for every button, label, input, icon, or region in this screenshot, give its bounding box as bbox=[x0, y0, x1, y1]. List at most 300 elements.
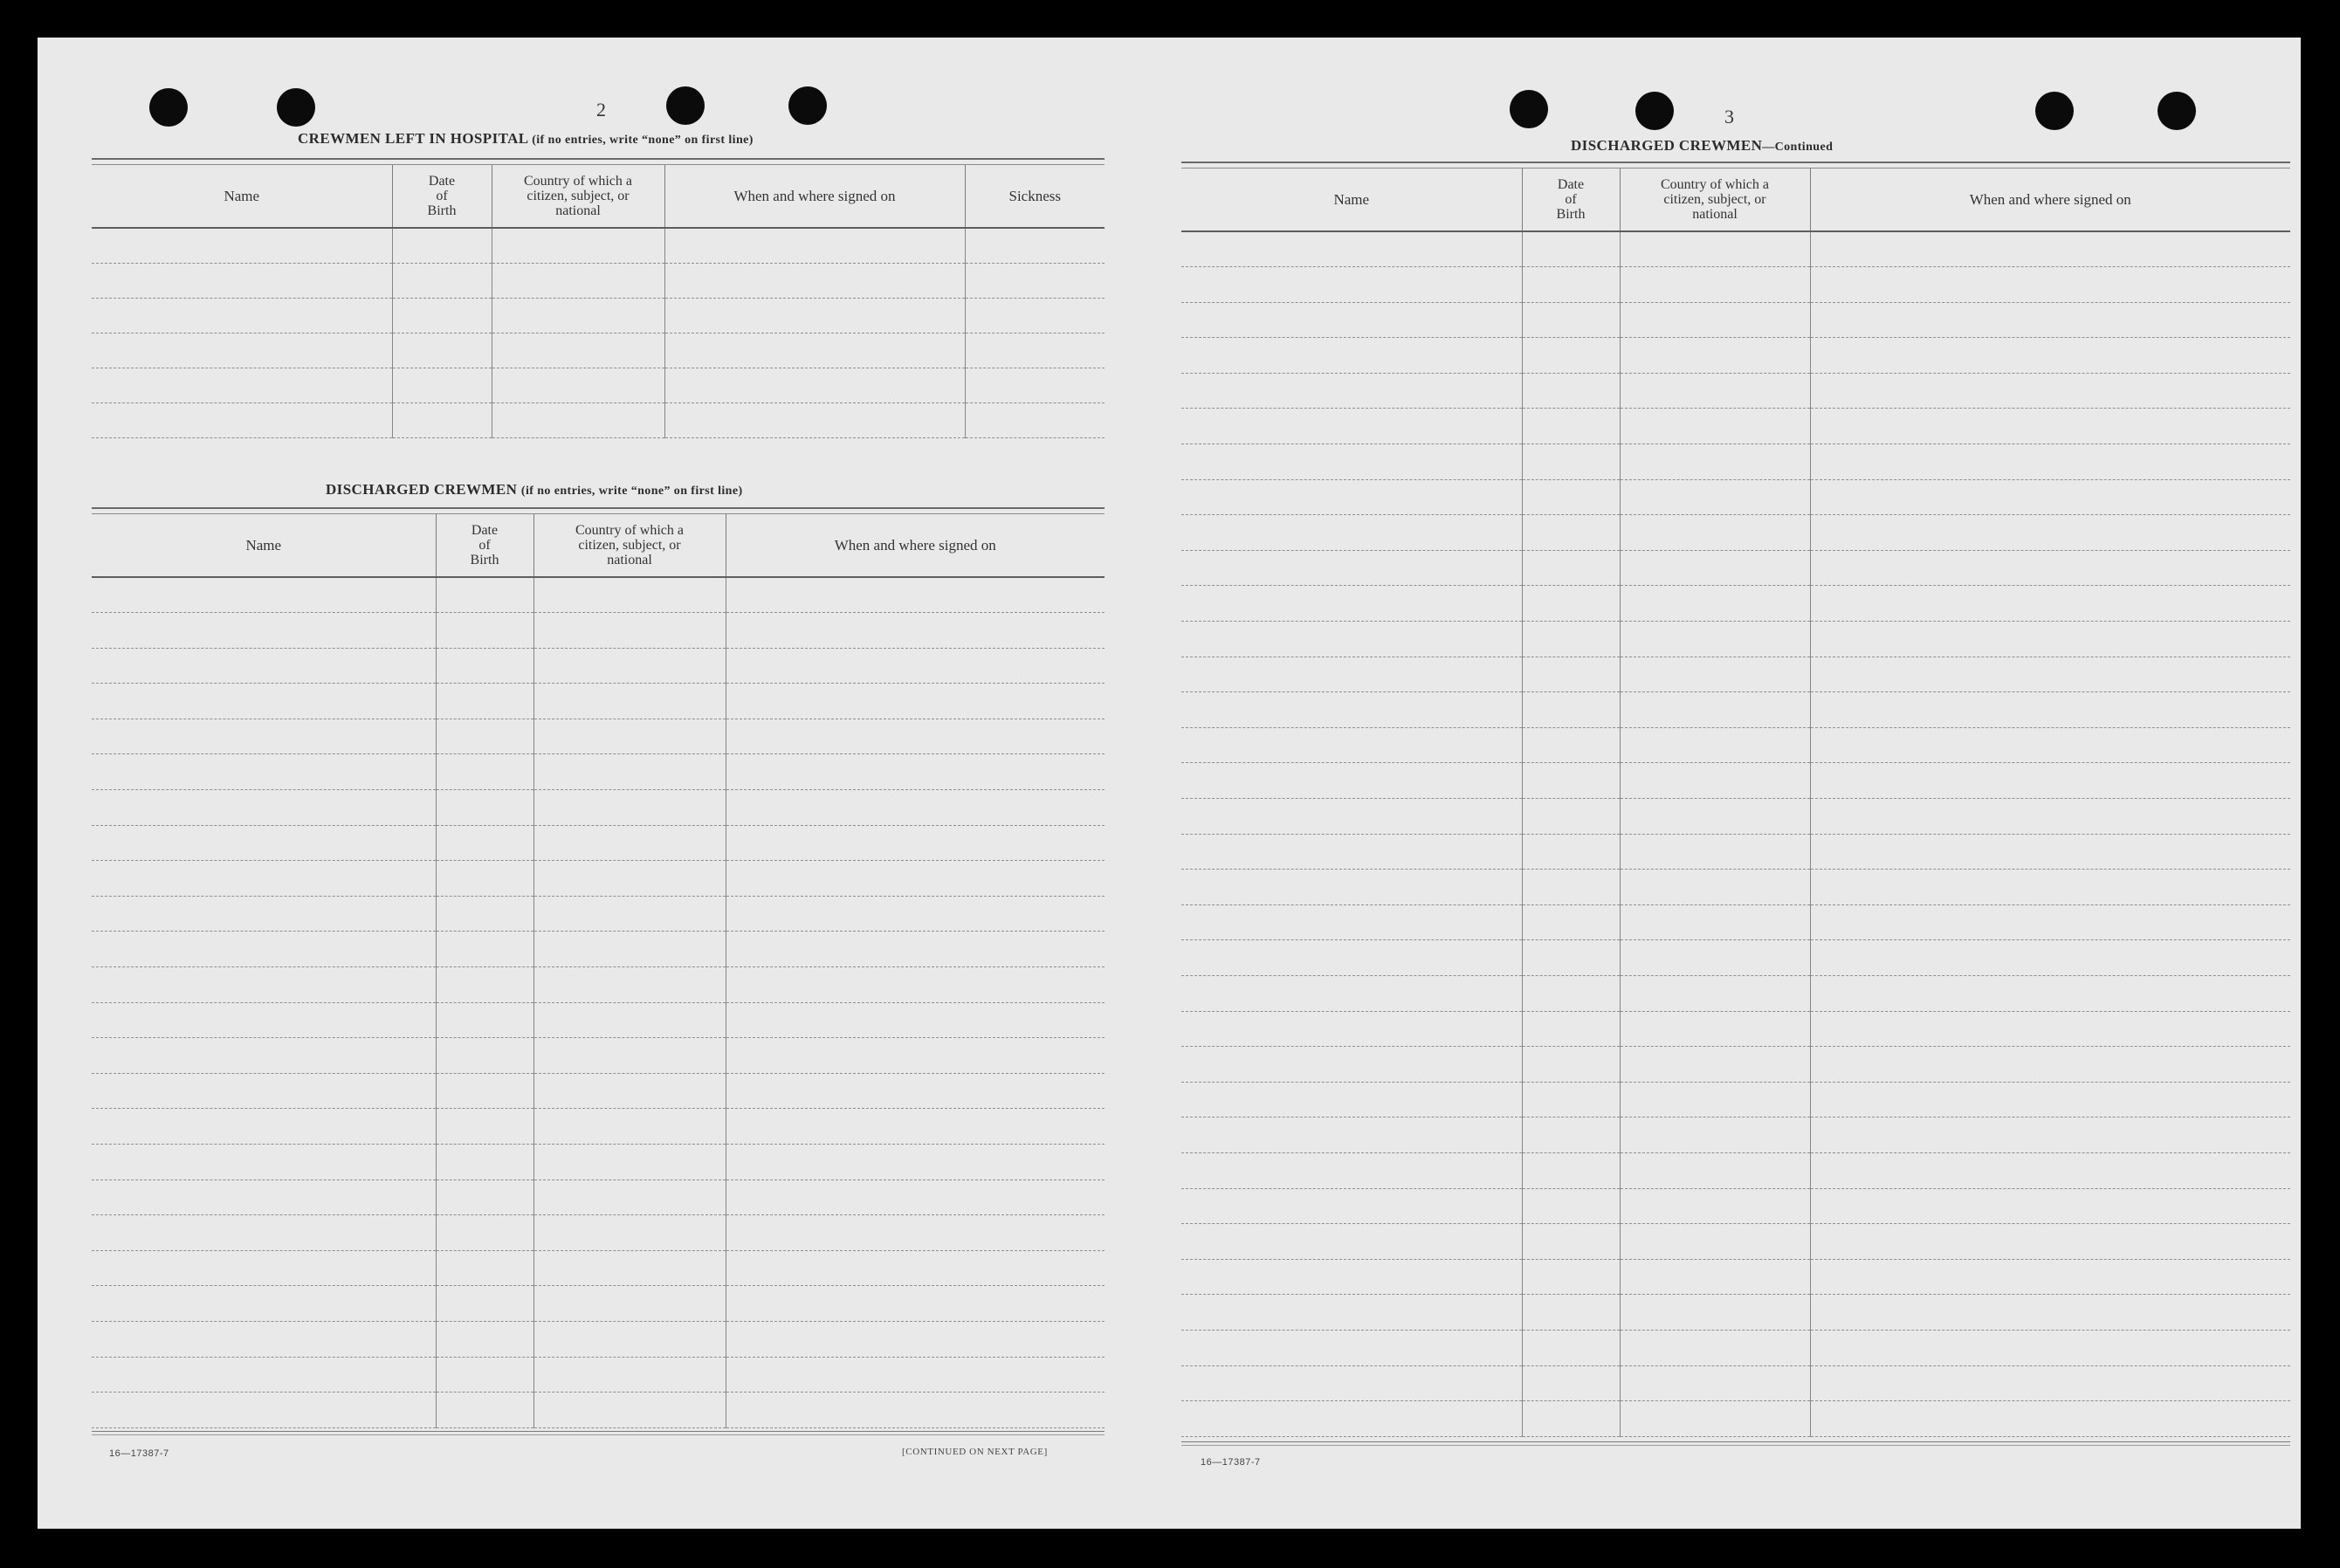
header-line: national bbox=[1692, 207, 1738, 222]
blank-cell bbox=[1620, 1259, 1810, 1295]
table-row bbox=[92, 790, 1105, 826]
table-row bbox=[1181, 799, 2290, 835]
blank-cell bbox=[533, 1321, 726, 1357]
blank-cell bbox=[726, 1357, 1105, 1393]
table-row bbox=[92, 719, 1105, 754]
table-row bbox=[1181, 1224, 2290, 1260]
blank-cell bbox=[1620, 763, 1810, 799]
column-header-signed-on: When and where signed on bbox=[1810, 168, 2290, 231]
blank-cell bbox=[492, 402, 664, 437]
blank-cell bbox=[1522, 1152, 1620, 1188]
blank-cell bbox=[492, 228, 664, 263]
blank-cell bbox=[1181, 1259, 1522, 1295]
blank-cell bbox=[533, 684, 726, 719]
blank-cell bbox=[92, 1002, 436, 1038]
blank-cell bbox=[1181, 444, 1522, 480]
blank-cell bbox=[726, 1145, 1105, 1180]
table-row bbox=[1181, 870, 2290, 905]
blank-cell bbox=[1810, 515, 2290, 551]
table-row bbox=[1181, 1011, 2290, 1047]
header-rule bbox=[1181, 162, 2290, 168]
blank-cell bbox=[392, 298, 492, 333]
table-row bbox=[1181, 904, 2290, 940]
blank-cell bbox=[1810, 1224, 2290, 1260]
blank-cell bbox=[1620, 1224, 1810, 1260]
header-line: Birth bbox=[427, 203, 457, 218]
blank-cell bbox=[1620, 834, 1810, 870]
table-row bbox=[92, 1250, 1105, 1286]
blank-cell bbox=[392, 368, 492, 402]
discharged-table bbox=[92, 514, 1105, 1428]
blank-cell bbox=[436, 719, 533, 754]
blank-cell bbox=[1181, 515, 1522, 551]
blank-cell bbox=[392, 228, 492, 263]
table-row bbox=[1181, 586, 2290, 622]
blank-cell bbox=[726, 719, 1105, 754]
blank-cell bbox=[92, 1286, 436, 1322]
blank-cell bbox=[92, 1073, 436, 1109]
blank-cell bbox=[664, 298, 965, 333]
table-row bbox=[1181, 550, 2290, 586]
table-row bbox=[1181, 1118, 2290, 1153]
blank-cell bbox=[1810, 586, 2290, 622]
blank-cell bbox=[1181, 622, 1522, 657]
header-line: Birth bbox=[1556, 207, 1586, 222]
blank-cell bbox=[726, 1073, 1105, 1109]
table-row bbox=[1181, 1152, 2290, 1188]
blank-cell bbox=[1810, 834, 2290, 870]
blank-cell bbox=[533, 1109, 726, 1145]
hospital-instruction-text: (if no entries, write “none” on first line) bbox=[532, 134, 754, 147]
header-line: Date bbox=[471, 523, 499, 538]
blank-cell bbox=[1620, 692, 1810, 728]
blank-cell bbox=[436, 1393, 533, 1428]
blank-cell bbox=[1181, 409, 1522, 444]
blank-cell bbox=[1810, 1330, 2290, 1365]
blank-cell bbox=[436, 1109, 533, 1145]
table-row bbox=[1181, 1401, 2290, 1437]
blank-cell bbox=[726, 613, 1105, 649]
table-row bbox=[1181, 940, 2290, 976]
blank-cell bbox=[1620, 870, 1810, 905]
punch-hole bbox=[2158, 92, 2196, 130]
table-row bbox=[92, 402, 1105, 437]
blank-cell bbox=[1181, 479, 1522, 515]
scanned-form-sheet bbox=[38, 38, 2301, 1529]
blank-cell bbox=[1810, 1047, 2290, 1083]
blank-cell bbox=[436, 1179, 533, 1215]
blank-cell bbox=[726, 896, 1105, 932]
blank-cell bbox=[1181, 1365, 1522, 1401]
table-row bbox=[1181, 338, 2290, 374]
blank-cell bbox=[1522, 1224, 1620, 1260]
blank-cell bbox=[92, 967, 436, 1003]
discharged-title-text: DISCHARGED CREWMEN bbox=[326, 481, 518, 498]
blank-cell bbox=[436, 1215, 533, 1251]
blank-cell bbox=[726, 684, 1105, 719]
column-header-signed-on: When and where signed on bbox=[664, 165, 965, 228]
punch-hole bbox=[1635, 92, 1674, 130]
table-row bbox=[92, 298, 1105, 333]
blank-cell bbox=[92, 333, 392, 368]
blank-cell bbox=[492, 298, 664, 333]
blank-cell bbox=[533, 1393, 726, 1428]
blank-cell bbox=[726, 825, 1105, 861]
table-row bbox=[1181, 1330, 2290, 1365]
blank-cell bbox=[726, 967, 1105, 1003]
blank-cell bbox=[436, 1002, 533, 1038]
blank-cell bbox=[533, 932, 726, 967]
blank-cell bbox=[1810, 799, 2290, 835]
column-header-country bbox=[492, 165, 664, 228]
blank-cell bbox=[1181, 870, 1522, 905]
blank-cell bbox=[92, 861, 436, 897]
blank-cell bbox=[1810, 622, 2290, 657]
table-row bbox=[1181, 1188, 2290, 1224]
blank-cell bbox=[436, 613, 533, 649]
blank-cell bbox=[1810, 727, 2290, 763]
blank-cell bbox=[1810, 1152, 2290, 1188]
header-line: Country of which a bbox=[575, 523, 684, 538]
table-row bbox=[1181, 1082, 2290, 1118]
blank-cell bbox=[1810, 302, 2290, 338]
blank-cell bbox=[1522, 267, 1620, 303]
blank-cell bbox=[1620, 231, 1810, 267]
hospital-table bbox=[92, 165, 1105, 438]
blank-cell bbox=[1522, 302, 1620, 338]
blank-cell bbox=[92, 1038, 436, 1074]
blank-cell bbox=[92, 825, 436, 861]
table-row bbox=[92, 648, 1105, 684]
table-row bbox=[1181, 692, 2290, 728]
blank-cell bbox=[533, 1179, 726, 1215]
blank-cell bbox=[965, 333, 1105, 368]
header-line: citizen, subject, or bbox=[578, 538, 681, 553]
blank-cell bbox=[436, 932, 533, 967]
blank-cell bbox=[436, 1321, 533, 1357]
blank-cell bbox=[1620, 975, 1810, 1011]
blank-cell bbox=[92, 298, 392, 333]
blank-cell bbox=[1522, 1295, 1620, 1331]
blank-cell bbox=[436, 1286, 533, 1322]
blank-cell bbox=[664, 402, 965, 437]
left-page bbox=[38, 38, 1155, 1529]
blank-cell bbox=[726, 1286, 1105, 1322]
blank-cell bbox=[533, 577, 726, 613]
blank-cell bbox=[1810, 1011, 2290, 1047]
table-row bbox=[92, 1393, 1105, 1428]
blank-cell bbox=[1522, 692, 1620, 728]
blank-cell bbox=[1620, 1152, 1810, 1188]
blank-cell bbox=[1620, 1047, 1810, 1083]
blank-cell bbox=[436, 861, 533, 897]
table-row bbox=[1181, 479, 2290, 515]
blank-cell bbox=[1620, 904, 1810, 940]
hospital-title-text: CREWMEN LEFT IN HOSPITAL bbox=[298, 130, 528, 147]
header-line: Country of which a bbox=[1661, 177, 1769, 192]
column-header-name: Name bbox=[92, 514, 436, 577]
blank-cell bbox=[1522, 1330, 1620, 1365]
punch-hole bbox=[2035, 92, 2074, 130]
footer-rule bbox=[1181, 1441, 2290, 1446]
blank-cell bbox=[1522, 870, 1620, 905]
blank-cell bbox=[1522, 799, 1620, 835]
column-header-country bbox=[533, 514, 726, 577]
footer-rule bbox=[92, 1431, 1105, 1435]
blank-cell bbox=[1522, 1011, 1620, 1047]
header-line: Date bbox=[1557, 177, 1585, 192]
continued-title-text: DISCHARGED CREWMEN bbox=[1571, 137, 1763, 154]
blank-cell bbox=[1810, 373, 2290, 409]
table-row bbox=[92, 684, 1105, 719]
table-row bbox=[92, 263, 1105, 298]
table-row bbox=[92, 577, 1105, 613]
header-line: citizen, subject, or bbox=[1663, 192, 1766, 207]
blank-cell bbox=[1810, 870, 2290, 905]
punch-hole bbox=[149, 88, 188, 127]
blank-cell bbox=[1522, 1188, 1620, 1224]
table-row bbox=[92, 368, 1105, 402]
punch-hole bbox=[666, 86, 705, 125]
header-line: national bbox=[555, 203, 601, 218]
table-row bbox=[92, 754, 1105, 790]
blank-cell bbox=[1522, 904, 1620, 940]
blank-cell bbox=[1620, 479, 1810, 515]
blank-cell bbox=[1620, 1295, 1810, 1331]
blank-cell bbox=[1810, 692, 2290, 728]
blank-cell bbox=[92, 263, 392, 298]
blank-cell bbox=[1181, 727, 1522, 763]
blank-cell bbox=[1522, 1401, 1620, 1437]
blank-cell bbox=[1810, 1259, 2290, 1295]
table-row bbox=[92, 825, 1105, 861]
blank-cell bbox=[1522, 479, 1620, 515]
table-row bbox=[92, 1357, 1105, 1393]
blank-cell bbox=[92, 368, 392, 402]
blank-cell bbox=[1522, 763, 1620, 799]
blank-cell bbox=[726, 1321, 1105, 1357]
blank-cell bbox=[1181, 1224, 1522, 1260]
blank-cell bbox=[533, 967, 726, 1003]
hospital-section-title bbox=[298, 130, 754, 148]
blank-cell bbox=[92, 932, 436, 967]
blank-cell bbox=[1181, 373, 1522, 409]
blank-cell bbox=[1181, 1047, 1522, 1083]
blank-cell bbox=[1181, 1188, 1522, 1224]
blank-cell bbox=[92, 684, 436, 719]
blank-cell bbox=[1181, 1082, 1522, 1118]
blank-cell bbox=[92, 1393, 436, 1428]
blank-cell bbox=[1620, 1082, 1810, 1118]
blank-cell bbox=[392, 333, 492, 368]
blank-cell bbox=[492, 263, 664, 298]
table-row bbox=[92, 967, 1105, 1003]
blank-cell bbox=[1620, 444, 1810, 480]
blank-cell bbox=[1522, 975, 1620, 1011]
blank-cell bbox=[92, 1215, 436, 1251]
table-row bbox=[1181, 444, 2290, 480]
header-line: of bbox=[436, 189, 448, 203]
blank-cell bbox=[92, 402, 392, 437]
blank-cell bbox=[1181, 799, 1522, 835]
blank-cell bbox=[726, 861, 1105, 897]
blank-cell bbox=[533, 719, 726, 754]
header-line: citizen, subject, or bbox=[526, 189, 630, 203]
blank-cell bbox=[726, 1393, 1105, 1428]
header-line: of bbox=[1565, 192, 1577, 207]
blank-cell bbox=[1181, 904, 1522, 940]
table-row bbox=[92, 1145, 1105, 1180]
discharged-continued-title bbox=[1571, 137, 1833, 155]
blank-cell bbox=[726, 790, 1105, 826]
blank-cell bbox=[1181, 1011, 1522, 1047]
blank-cell bbox=[1810, 1188, 2290, 1224]
blank-cell bbox=[1810, 267, 2290, 303]
header-line: national bbox=[607, 553, 652, 567]
blank-cell bbox=[1810, 1082, 2290, 1118]
blank-cell bbox=[726, 1109, 1105, 1145]
blank-cell bbox=[1620, 586, 1810, 622]
blank-cell bbox=[1181, 1118, 1522, 1153]
table-row bbox=[92, 932, 1105, 967]
header-rule bbox=[92, 507, 1105, 514]
blank-cell bbox=[533, 648, 726, 684]
blank-cell bbox=[1620, 409, 1810, 444]
table-row bbox=[1181, 763, 2290, 799]
blank-cell bbox=[1522, 1047, 1620, 1083]
table-row bbox=[1181, 1295, 2290, 1331]
blank-cell bbox=[392, 402, 492, 437]
blank-cell bbox=[1181, 763, 1522, 799]
blank-cell bbox=[1810, 1118, 2290, 1153]
blank-cell bbox=[1181, 975, 1522, 1011]
blank-cell bbox=[436, 1073, 533, 1109]
table-row bbox=[92, 333, 1105, 368]
blank-cell bbox=[492, 368, 664, 402]
blank-cell bbox=[664, 228, 965, 263]
blank-cell bbox=[1620, 1330, 1810, 1365]
blank-cell bbox=[436, 1145, 533, 1180]
blank-cell bbox=[1620, 799, 1810, 835]
page-number: 2 bbox=[596, 99, 606, 120]
header-line: Birth bbox=[470, 553, 499, 567]
blank-cell bbox=[1522, 657, 1620, 692]
table-row bbox=[1181, 1259, 2290, 1295]
blank-cell bbox=[533, 1002, 726, 1038]
blank-cell bbox=[1620, 1118, 1810, 1153]
table-row bbox=[1181, 515, 2290, 551]
blank-cell bbox=[533, 613, 726, 649]
blank-cell bbox=[492, 333, 664, 368]
blank-cell bbox=[726, 1179, 1105, 1215]
blank-cell bbox=[436, 648, 533, 684]
blank-cell bbox=[436, 1038, 533, 1074]
blank-cell bbox=[1810, 657, 2290, 692]
blank-cell bbox=[1522, 409, 1620, 444]
table-row bbox=[1181, 409, 2290, 444]
header-rule bbox=[92, 158, 1105, 165]
table-row bbox=[1181, 302, 2290, 338]
blank-cell bbox=[1620, 550, 1810, 586]
blank-cell bbox=[1181, 1330, 1522, 1365]
discharged-continued-rows bbox=[1181, 231, 2290, 1436]
blank-cell bbox=[92, 896, 436, 932]
blank-cell bbox=[1810, 231, 2290, 267]
table-row bbox=[1181, 267, 2290, 303]
blank-cell bbox=[1522, 550, 1620, 586]
blank-cell bbox=[1181, 834, 1522, 870]
blank-cell bbox=[1620, 622, 1810, 657]
blank-cell bbox=[1522, 834, 1620, 870]
blank-cell bbox=[1522, 1365, 1620, 1401]
blank-cell bbox=[726, 1038, 1105, 1074]
blank-cell bbox=[1620, 1401, 1810, 1437]
blank-cell bbox=[1620, 657, 1810, 692]
header-line: of bbox=[478, 538, 491, 553]
column-header-country bbox=[1620, 168, 1810, 231]
blank-cell bbox=[436, 577, 533, 613]
blank-cell bbox=[1620, 373, 1810, 409]
blank-cell bbox=[533, 861, 726, 897]
blank-cell bbox=[533, 896, 726, 932]
blank-cell bbox=[92, 1109, 436, 1145]
page-number: 3 bbox=[1724, 106, 1734, 127]
hospital-rows bbox=[92, 228, 1105, 437]
blank-cell bbox=[1810, 444, 2290, 480]
table-row bbox=[92, 1073, 1105, 1109]
blank-cell bbox=[1181, 267, 1522, 303]
table-row bbox=[1181, 657, 2290, 692]
discharged-instruction-text: (if no entries, write “none” on first line) bbox=[520, 485, 743, 498]
table-row bbox=[92, 1321, 1105, 1357]
column-header-name: Name bbox=[92, 165, 392, 228]
column-header-signed-on: When and where signed on bbox=[726, 514, 1105, 577]
blank-cell bbox=[533, 1286, 726, 1322]
header-line: Country of which a bbox=[524, 174, 632, 189]
blank-cell bbox=[1181, 586, 1522, 622]
blank-cell bbox=[436, 684, 533, 719]
table-row bbox=[1181, 1365, 2290, 1401]
blank-cell bbox=[965, 402, 1105, 437]
blank-cell bbox=[1522, 515, 1620, 551]
column-header-sickness: Sickness bbox=[965, 165, 1105, 228]
blank-cell bbox=[1522, 444, 1620, 480]
blank-cell bbox=[533, 1215, 726, 1251]
blank-cell bbox=[92, 790, 436, 826]
blank-cell bbox=[1522, 586, 1620, 622]
blank-cell bbox=[92, 719, 436, 754]
blank-cell bbox=[1620, 1365, 1810, 1401]
table-row bbox=[1181, 373, 2290, 409]
table-row bbox=[1181, 727, 2290, 763]
discharged-rows bbox=[92, 577, 1105, 1427]
blank-cell bbox=[92, 1357, 436, 1393]
table-row bbox=[92, 1179, 1105, 1215]
blank-cell bbox=[1620, 1011, 1810, 1047]
column-header-name: Name bbox=[1181, 168, 1522, 231]
blank-cell bbox=[1522, 1259, 1620, 1295]
blank-cell bbox=[726, 754, 1105, 790]
form-code: 16—17387-7 bbox=[1201, 1457, 1261, 1468]
blank-cell bbox=[1181, 940, 1522, 976]
table-row bbox=[1181, 231, 2290, 267]
header-line: Date bbox=[428, 174, 456, 189]
blank-cell bbox=[533, 1357, 726, 1393]
blank-cell bbox=[1522, 727, 1620, 763]
blank-cell bbox=[1522, 1082, 1620, 1118]
blank-cell bbox=[1620, 515, 1810, 551]
blank-cell bbox=[965, 263, 1105, 298]
